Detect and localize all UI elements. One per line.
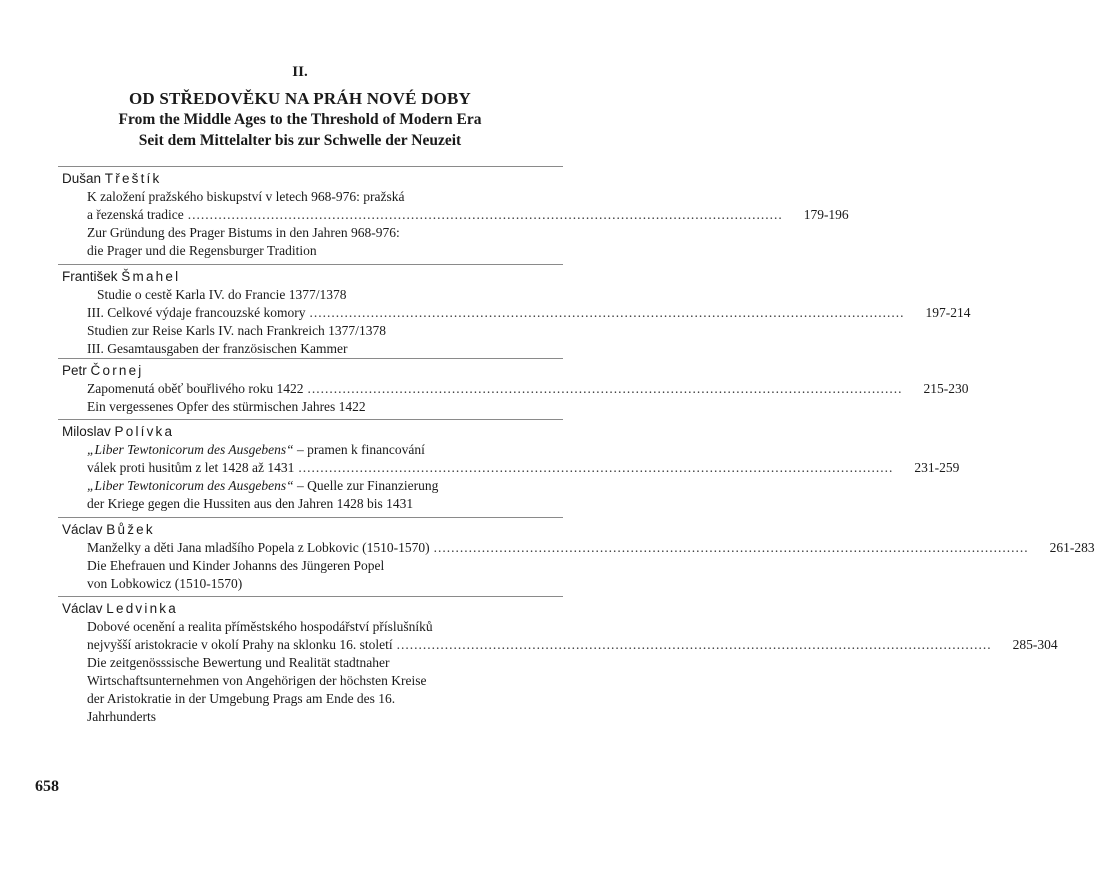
dot-leader: ........................................................................................................................................ <box>396 637 992 652</box>
dot-leader: ........................................................................................................................................ <box>433 540 1029 555</box>
toc-entry-cornej <box>62 358 969 416</box>
page-range: 179-196 <box>803 207 849 222</box>
toc-entry-trestik <box>62 166 849 260</box>
entry-divider <box>58 166 563 167</box>
article-title-line: „Liber Tewtonicorum des Ausgebens“ – Quelle zur Finanzierung <box>87 478 439 493</box>
article-title-line: Jahrhunderts <box>87 709 156 724</box>
section-title-english: From the Middle Ages to the Threshold of Modern Era <box>118 111 482 128</box>
entry-divider <box>58 596 563 597</box>
article-title-line: K založení pražského biskupství v letech 968-976: pražská <box>87 189 405 204</box>
page-range: 197-214 <box>925 305 971 320</box>
page-number: 658 <box>35 778 59 795</box>
article-title-line: der Aristokratie in der Umgebung Prags am Ende des 16. <box>87 691 396 706</box>
author-name: František Šmahel <box>62 269 181 284</box>
article-title-line: Studien zur Reise Karls IV. nach Frankreich 1377/1378 <box>87 323 386 338</box>
article-title-line: Die zeitgenösssische Bewertung und Realität stadtnaher <box>87 655 390 670</box>
entry-divider <box>58 264 563 265</box>
article-title-line: Studie o cestě Karla IV. do Francie 1377/1378 <box>97 287 347 302</box>
article-title-line: „Liber Tewtonicorum des Ausgebens“ – pramen k financování <box>87 442 425 457</box>
dot-leader: ........................................................................................................................................ <box>298 460 894 475</box>
toc-entry-buzek <box>62 517 1095 593</box>
article-title-line: Ein vergessenes Opfer des stürmischen Jahres 1422 <box>87 399 366 414</box>
article-title-line: III. Gesamtausgaben der französischen Kammer <box>87 341 348 356</box>
page-range: 215-230 <box>923 381 969 396</box>
page-range: 261-283 <box>1049 540 1095 555</box>
toc-entry-polivka <box>62 419 960 513</box>
page-range: 285-304 <box>1012 637 1058 652</box>
author-name: Petr Čornej <box>62 363 144 378</box>
article-title-line: III. Celkové výdaje francouzské komory ........................................................................................................................................ 197-214 <box>87 305 971 320</box>
author-name: Václav Ledvinka <box>62 601 178 616</box>
entry-divider <box>58 419 563 420</box>
author-name: Miloslav Polívka <box>62 424 175 439</box>
toc-entry-ledvinka <box>62 596 1058 726</box>
toc-entry-smahel <box>62 264 971 358</box>
article-title-line: Dobové ocenění a realita příměstského hospodářství příslušníků <box>87 619 433 634</box>
article-title-line: Wirtschaftsunternehmen von Angehörigen der höchsten Kreise <box>87 673 427 688</box>
author-name: Václav Bůžek <box>62 522 155 537</box>
article-title-line: Zapomenutá oběť bouřlivého roku 1422 ........................................................................................................................................ 215-230 <box>87 381 969 396</box>
dot-leader: ........................................................................................................................................ <box>187 207 783 222</box>
article-title-line: válek proti husitům z let 1428 až 1431 ........................................................................................................................................ 231-259 <box>87 460 960 475</box>
article-title-line: nejvyšší aristokracie v okolí Prahy na sklonku 16. století ........................................................................................................................................ 285-304 <box>87 637 1058 652</box>
article-title-line: Zur Gründung des Prager Bistums in den Jahren 968-976: <box>87 225 400 240</box>
entry-divider <box>58 358 563 359</box>
article-title-line: Manželky a děti Jana mladšího Popela z Lobkovic (1510-1570) ........................................................................................................................................ 261-283 <box>87 540 1095 555</box>
page-range: 231-259 <box>914 460 960 475</box>
section-number: II. <box>292 64 308 80</box>
article-title-line: Die Ehefrauen und Kinder Johanns des Jüngeren Popel <box>87 558 385 573</box>
author-name: Dušan Třeštík <box>62 171 162 186</box>
section-title-german: Seit dem Mittelalter bis zur Schwelle der Neuzeit <box>138 132 462 149</box>
entry-divider <box>58 517 563 518</box>
article-title-line: von Lobkowicz (1510-1570) <box>87 576 243 591</box>
article-title-line: a řezenská tradice ........................................................................................................................................ 179-196 <box>87 207 849 222</box>
dot-leader: ........................................................................................................................................ <box>309 305 905 320</box>
dot-leader: ........................................................................................................................................ <box>307 381 903 396</box>
article-title-line: der Kriege gegen die Hussiten aus den Jahren 1428 bis 1431 <box>87 496 414 511</box>
section-title-czech: OD STŘEDOVĚKU NA PRÁH NOVÉ DOBY <box>129 89 471 108</box>
article-title-line: die Prager und die Regensburger Tradition <box>87 243 317 258</box>
